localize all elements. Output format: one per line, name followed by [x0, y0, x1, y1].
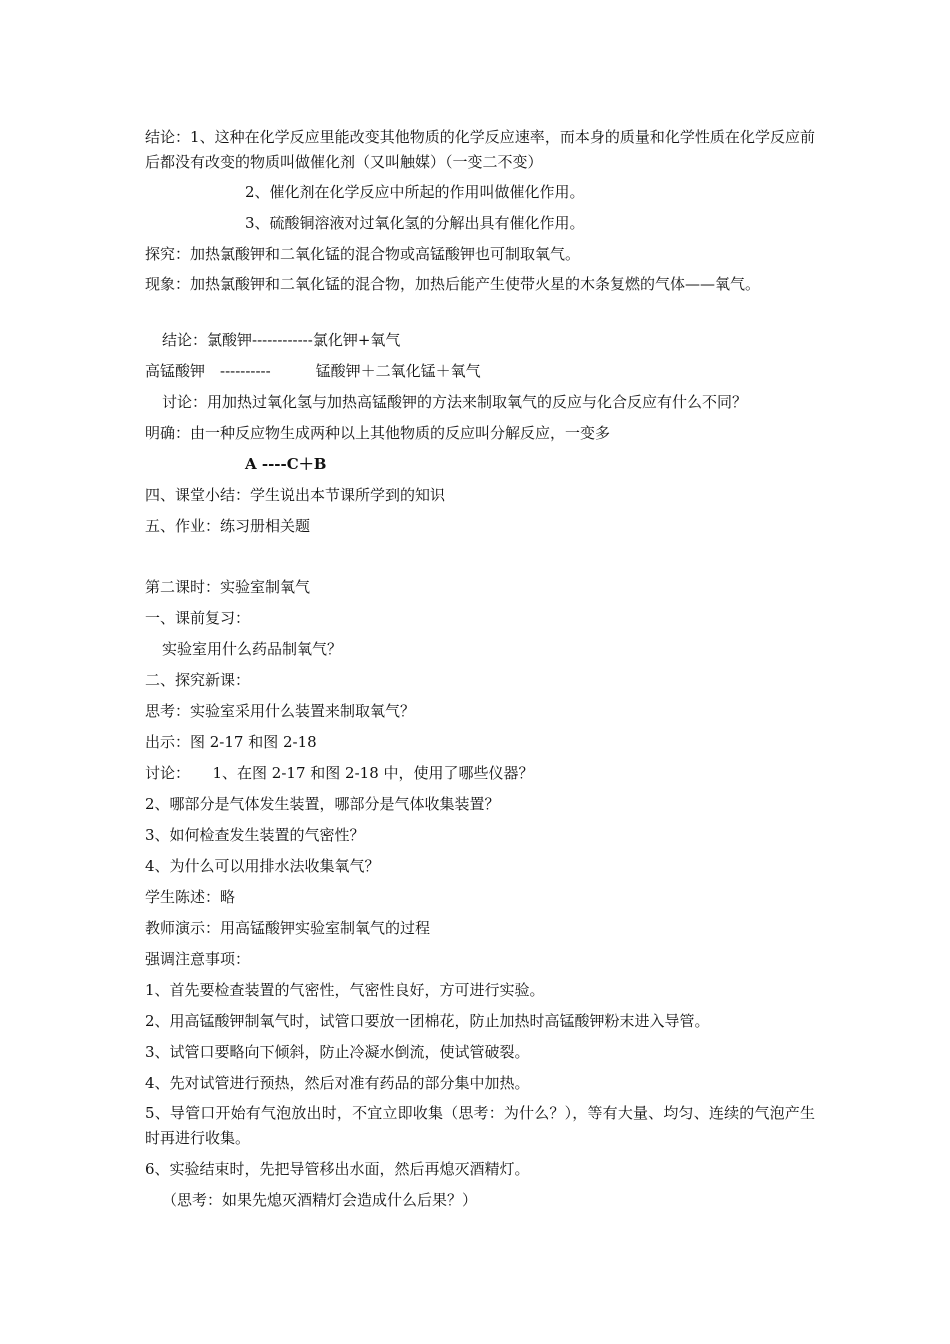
student-statement: 学生陈述：略 [145, 888, 236, 906]
homework-line: 五、作业：练习册相关题 [145, 517, 311, 535]
phenomenon-line: 现象：加热氯酸钾和二氧化锰的混合物，加热后能产生使带火星的木条复燃的气体——氧气。 [145, 275, 761, 293]
precaution-4: 4、先对试管进行预热，然后对准有药品的部分集中加热。 [145, 1074, 530, 1092]
review-heading: 一、课前复习： [145, 609, 251, 627]
review-question: 实验室用什么药品制氧气？ [162, 640, 343, 658]
discuss-instruments: 讨论： 1、在图 2-17 和图 2-18 中，使用了哪些仪器？ [145, 764, 534, 782]
precaution-1: 1、首先要检查装置的气密性，气密性良好，方可进行实验。 [145, 981, 545, 999]
discuss-water-collection: 4、为什么可以用排水法收集氧气？ [145, 857, 380, 875]
think-apparatus: 思考：实验室采用什么装置来制取氧气？ [145, 702, 416, 720]
potassium-permanganate-equation: 高锰酸钾 ---------- 锰酸钾＋二氧化锰＋氧气 [145, 362, 481, 380]
precautions-heading: 强调注意事项： [145, 950, 251, 968]
conclusion-copper-sulfate: 3、硫酸铜溶液对过氧化氢的分解出具有催化作用。 [245, 214, 585, 232]
conclusion-catalytic-action: 2、催化剂在化学反应中所起的作用叫做催化作用。 [245, 183, 585, 201]
explore-new-heading: 二、探究新课： [145, 671, 251, 689]
teacher-demo: 教师演示：用高锰酸钾实验室制氧气的过程 [145, 919, 431, 937]
second-lesson-heading: 第二课时：实验室制氧气 [145, 578, 311, 596]
discuss-devices: 2、哪部分是气体发生装置，哪部分是气体收集装置？ [145, 795, 500, 813]
summary-line: 四、课堂小结：学生说出本节课所学到的知识 [145, 486, 446, 504]
conclusion-potassium-chlorate: 结论：氯酸钾------------氯化钾+氧气 [162, 331, 401, 349]
precaution-6: 6、实验结束时，先把导管移出水面，然后再熄灭酒精灯。 [145, 1160, 530, 1178]
clarify-decomposition: 明确：由一种反应物生成两种以上其他物质的反应叫分解反应，一变多 [145, 424, 611, 442]
explore-line: 探究：加热氯酸钾和二氧化锰的混合物或高锰酸钾也可制取氧气。 [145, 245, 581, 263]
discussion-line: 讨论：用加热过氧化氢与加热高锰酸钾的方法来制取氧气的反应与化合反应有什么不同？ [162, 393, 748, 411]
discuss-airtightness: 3、如何检查发生装置的气密性？ [145, 826, 365, 844]
precaution-2: 2、用高锰酸钾制氧气时，试管口要放一团棉花，防止加热时高锰酸钾粉末进入导管。 [145, 1012, 710, 1030]
precaution-3: 3、试管口要略向下倾斜，防止冷凝水倒流，使试管破裂。 [145, 1043, 530, 1061]
conclusion-catalyst-definition: 结论：1、这种在化学反应里能改变其他物质的化学反应速率，而本身的质量和化学性质在化学反应前后都没有改变的物质叫做催化剂（又叫触媒）（一变二不变） [145, 128, 815, 171]
show-figures: 出示：图 2-17 和图 2-18 [145, 733, 317, 751]
decomposition-formula: A ----C＋B [245, 455, 327, 473]
precaution-5: 5、导管口开始有气泡放出时，不宜立即收集（思考：为什么？），等有大量、均匀、连续的气泡产生时再进行收集。 [145, 1104, 815, 1147]
think-consequence: （思考：如果先熄灭酒精灯会造成什么后果？） [162, 1191, 478, 1209]
